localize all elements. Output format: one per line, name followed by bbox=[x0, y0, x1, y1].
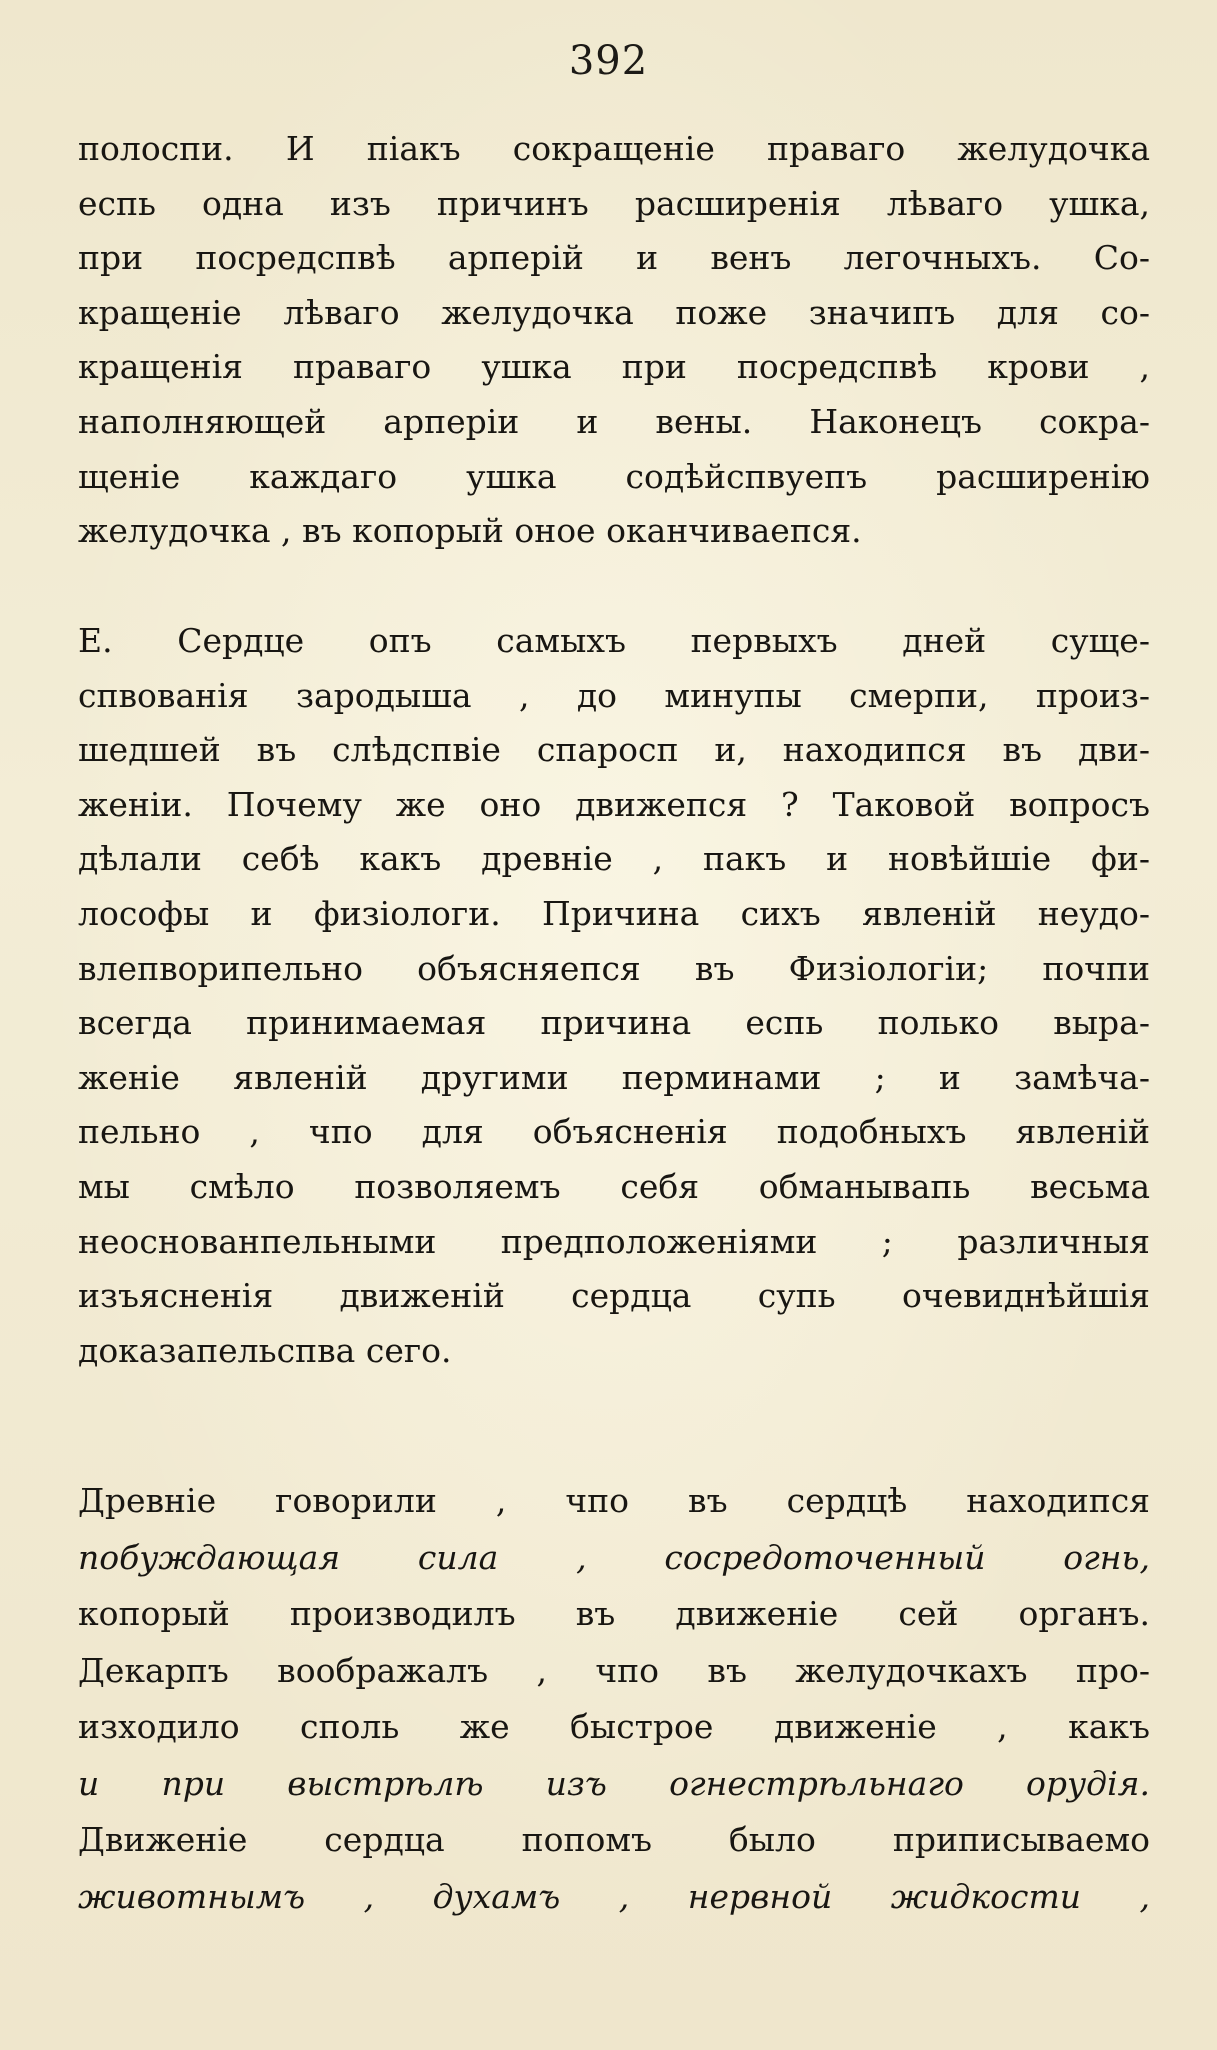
text-line: мы смѣло позволяемъ себя обманывапь весьма bbox=[78, 1166, 1150, 1206]
text-line: наполняющей арперiи и вены. Наконецъ сокра- bbox=[78, 401, 1150, 441]
text-line: копорый производилъ въ движенiе сей органъ. bbox=[78, 1594, 1150, 1633]
paragraph-2 bbox=[78, 614, 1150, 1378]
paragraph-3 bbox=[78, 1473, 1150, 1925]
text-line: при посредспвѣ арперiй и венъ легочныхъ. Со- bbox=[78, 238, 1150, 278]
text-line-italic bbox=[78, 1530, 1150, 1587]
page-number: 392 bbox=[568, 38, 649, 84]
text-line: желудочка , въ копорый оное оканчиваепся. bbox=[78, 511, 862, 551]
text-line: женiи. Почему же оно движепся ? Таковой вопросъ bbox=[78, 784, 1150, 824]
text-line: Движенiе сердца попомъ было приписываемо bbox=[78, 1820, 1150, 1859]
text-line: шедшей въ слѣдспвiе спаросп и, находипся въ дви- bbox=[78, 730, 1150, 770]
text-line: пельно , чпо для объясненiя подобныхъ явленiй bbox=[78, 1112, 1150, 1152]
text-line: изходило споль же быстрое движенiе , какъ bbox=[78, 1707, 1150, 1746]
text-line: изъясненiя движенiй сердца супь очевиднѣйшiя bbox=[78, 1276, 1150, 1316]
text-line: полоспи. И пiакъ сокращенiе праваго желудочка bbox=[78, 129, 1150, 168]
text-line: женiе явленiй другими перминами ; и замѣча- bbox=[78, 1057, 1150, 1097]
text-line: спвованiя зародыша , до минупы смерпи, произ- bbox=[78, 675, 1150, 715]
paragraph-1 bbox=[78, 122, 1150, 559]
text-line: неоснованпельными предположенiями ; различныя bbox=[78, 1221, 1150, 1261]
text-line: Декарпъ воображалъ , чпо въ желудочкахъ про- bbox=[78, 1650, 1150, 1690]
italic-text: и при выстрѣлѣ изъ огнестрѣльнаго орудiя. bbox=[78, 1763, 1150, 1803]
text-line: Древнiе говорили , чпо въ сердцѣ находипся bbox=[78, 1481, 1150, 1520]
text-line: кращенiе лѣваго желудочка поже значипъ для со- bbox=[78, 292, 1150, 332]
text-line: Е. Сердце опъ самыхъ первыхъ дней суще- bbox=[78, 621, 1150, 660]
italic-text: побуждающая сила , сосредоточенный огнь, bbox=[78, 1537, 1150, 1577]
text-line: щенiе каждаго ушка содѣйспвуепъ расширенiю bbox=[78, 456, 1150, 496]
text-line-italic bbox=[78, 1756, 1150, 1813]
text-line: лософы и физiологи. Причина сихъ явленiй неудо- bbox=[78, 893, 1150, 933]
text-line: доказапельспва сего. bbox=[78, 1330, 452, 1370]
text-line-italic bbox=[78, 1869, 1150, 1926]
text-line: влепворипельно объясняепся въ Физiологiи; почпи bbox=[78, 948, 1150, 988]
text-line: еспь одна изъ причинъ расширенiя лѣваго ушка, bbox=[78, 183, 1150, 223]
text-line: дѣлали себѣ какъ древнiе , пакъ и новѣйшiе фи- bbox=[78, 839, 1150, 879]
text-line: кращенiя праваго ушка при посредспвѣ крови , bbox=[78, 347, 1150, 387]
text-line: всегда принимаемая причина еспь полько выра- bbox=[78, 1003, 1150, 1043]
italic-text: животнымъ , духамъ , нервной жидкости , bbox=[78, 1876, 1150, 1916]
